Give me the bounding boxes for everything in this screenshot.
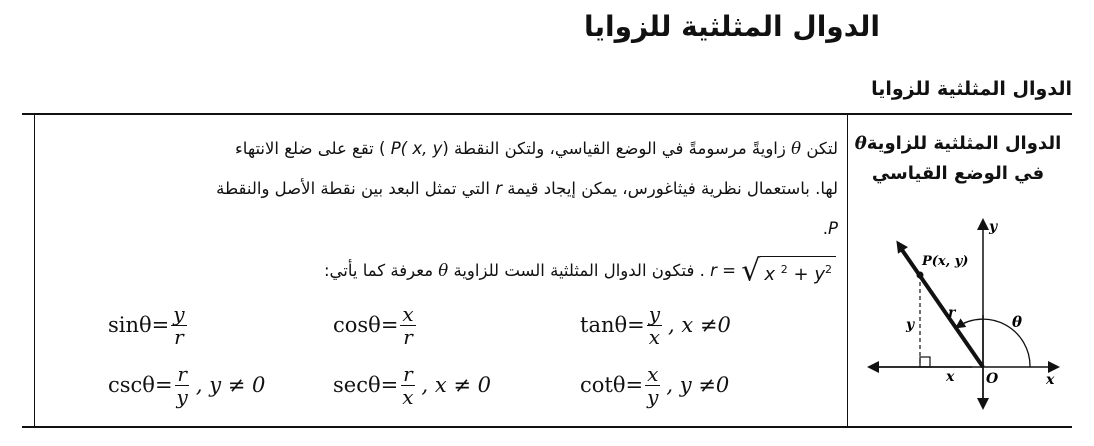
plus-sign: + (793, 263, 809, 285)
y-side-label: y (906, 317, 915, 333)
r-definition (710, 249, 836, 294)
definition-content (48, 129, 838, 409)
tan-formula (580, 297, 731, 353)
cot-formula (580, 357, 729, 413)
denominator: r (403, 324, 413, 349)
theta-symbol: θ (438, 261, 449, 280)
definition-label-theta: θ (854, 133, 867, 154)
box-column-divider (847, 115, 848, 426)
box-left-border (34, 115, 35, 426)
text-fragment: لها. باستعمال نظرية فيثاغورس، يمكن إيجاد قيمة (507, 179, 838, 198)
definition-label-text: الدوال المثلثية للزاوية (866, 133, 1062, 154)
numerator: y (648, 301, 661, 326)
terminal-side-arrow (898, 243, 914, 267)
exponent: 2 (780, 262, 788, 276)
function-name: secθ= (333, 373, 399, 397)
cos-formula (333, 297, 422, 353)
paragraph-line-2 (48, 169, 838, 209)
fraction (400, 303, 415, 348)
point-p-label: P(x, y) (922, 254, 969, 269)
text-fragment: ) تقع على ضلع الانتهاء (235, 139, 386, 158)
denominator: x (402, 384, 414, 409)
radicand (760, 256, 836, 288)
formula-row (48, 297, 838, 353)
r-equals: r = (710, 261, 737, 281)
numerator: r (177, 361, 187, 386)
definition-label-line2: في الوضع القياسي (871, 163, 1045, 184)
theta-symbol: θ (791, 139, 802, 158)
fraction (171, 303, 186, 348)
paragraph-line-4 (48, 249, 838, 293)
text-fragment: . فتكون الدوال المثلثية الست للزاوية (453, 261, 705, 280)
fraction (400, 363, 415, 408)
function-name: cscθ= (108, 373, 173, 397)
definition-label (852, 129, 1064, 189)
numerator: y (173, 301, 185, 326)
origin-label: O (986, 371, 999, 387)
text-fragment: . (822, 219, 829, 238)
denominator: x (648, 324, 661, 349)
function-name: cosθ= (333, 313, 399, 337)
numerator: x (647, 361, 659, 386)
p-symbol: P (828, 219, 838, 238)
point-notation: P( x, y (390, 139, 443, 158)
denominator: y (176, 384, 188, 409)
paragraph-line-3 (48, 209, 838, 249)
function-name: tanθ= (580, 313, 645, 337)
function-name: cotθ= (580, 373, 644, 397)
condition: , x ≠0 (668, 313, 731, 337)
radicand-x: x (764, 263, 776, 285)
numerator: x (402, 301, 414, 326)
denominator: r (174, 324, 184, 349)
x-side-label: x (946, 369, 955, 385)
point-p (917, 272, 924, 279)
sec-formula (333, 357, 491, 413)
page-title: الدوال المثلثية للزوايا (583, 10, 880, 43)
text-fragment: معرفة كما يأتي: (323, 261, 434, 280)
numerator: r (403, 361, 413, 386)
formula-row (48, 357, 838, 413)
sin-formula (108, 297, 193, 353)
x-axis-label: x (1046, 372, 1055, 388)
text-fragment: لتكن (806, 139, 838, 158)
fraction (647, 303, 662, 348)
radical-sign: √ (741, 253, 761, 289)
paragraph-line-1 (48, 129, 838, 169)
fraction (175, 363, 190, 408)
radicand-y: y (814, 263, 825, 285)
condition: , y ≠0 (666, 373, 730, 397)
condition: , x ≠ 0 (421, 373, 492, 397)
condition: , y ≠ 0 (195, 373, 266, 397)
function-name: sinθ= (108, 313, 170, 337)
csc-formula (108, 357, 265, 413)
section-heading: الدوال المثلثية للزوايا (871, 78, 1072, 100)
right-angle-mark (920, 357, 930, 367)
theta-label: θ (1012, 313, 1023, 331)
text-fragment: التي تمثل البعد بين نقطة الأصل والنقطة (216, 179, 490, 198)
definition-paragraph (48, 129, 838, 249)
r-label: r (948, 305, 956, 321)
fraction (645, 363, 660, 408)
definition-box (22, 113, 1072, 428)
denominator: y (647, 384, 659, 409)
r-symbol: r (495, 179, 503, 198)
definition-label-line1 (852, 129, 1064, 159)
y-axis-label: y (989, 219, 998, 235)
text-fragment: زاويةً مرسومةً في الوضع القياسي، ولتكن النقطة ( (442, 139, 786, 158)
exponent: 2 (825, 262, 832, 276)
standard-position-diagram (862, 215, 1062, 415)
